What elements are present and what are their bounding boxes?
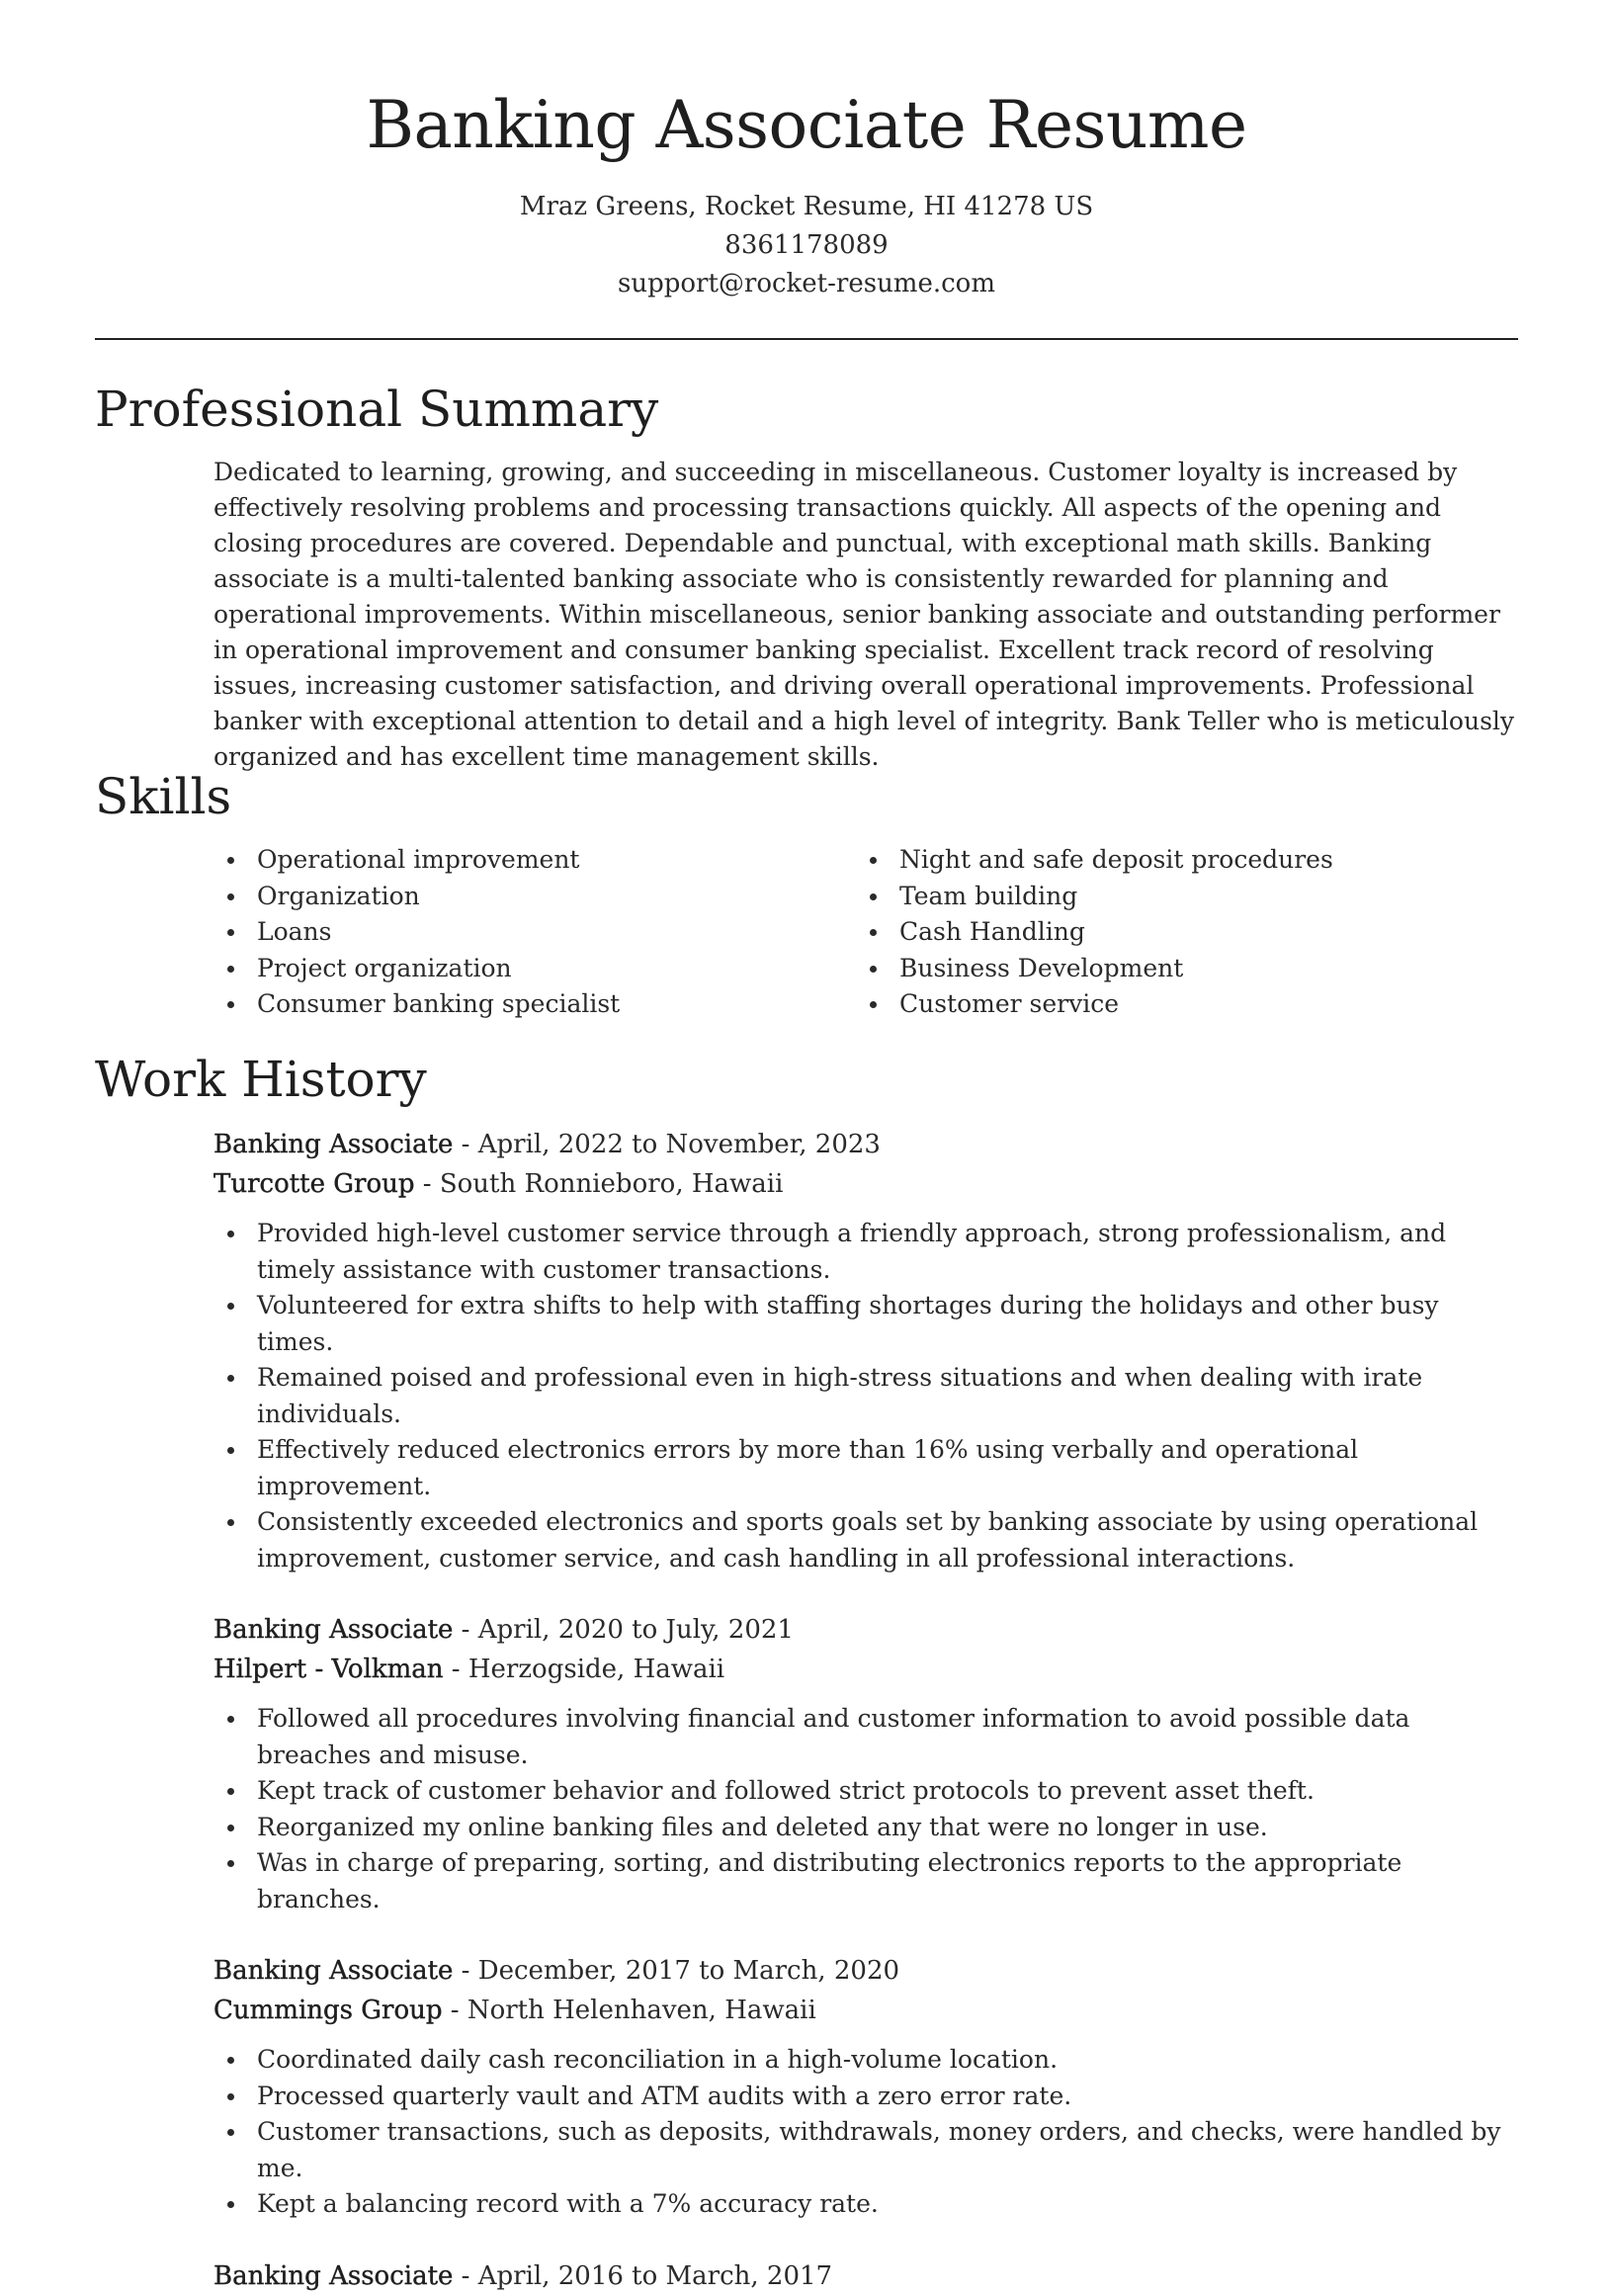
- duty-item: Provided high-level customer service through a friendly approach, strong professionalism, and timely assistance with customer transactions.: [213, 1216, 1518, 1288]
- skill-item: Consumer banking specialist: [213, 986, 856, 1023]
- job-company: Turcotte Group: [213, 1169, 415, 1199]
- duty-item: Effectively reduced electronics errors by more than 16% using verbally and operational improvement.: [213, 1432, 1518, 1504]
- skill-item: Team building: [856, 879, 1498, 915]
- skill-item: Night and safe deposit procedures: [856, 842, 1498, 879]
- job-dates: - December, 2017 to March, 2020: [453, 1956, 900, 1986]
- skill-item: Loans: [213, 914, 856, 951]
- job-duties: [213, 1701, 1518, 1917]
- job-entry: [213, 1951, 1518, 2223]
- job-duties: [213, 2042, 1518, 2223]
- job-title-line: [213, 1610, 1518, 1650]
- job-location: - Herzogside, Hawaii: [443, 1655, 725, 1684]
- job-dates: - April, 2020 to July, 2021: [453, 1615, 794, 1645]
- skills-column-right: [856, 842, 1498, 1023]
- duty-item: Reorganized my online banking files and deleted any that were no longer in use.: [213, 1810, 1518, 1846]
- job-company: Hilpert - Volkman: [213, 1655, 444, 1684]
- job-title: Banking Associate: [213, 2260, 454, 2291]
- job-title: Banking Associate: [213, 1615, 454, 1645]
- skill-item: Organization: [213, 879, 856, 915]
- address: Mraz Greens, Rocket Resume, HI 41278 US: [519, 192, 1094, 221]
- job-entry: [213, 2256, 1518, 2296]
- work-history-section: [95, 1048, 1518, 2296]
- summary-heading: Professional Summary: [95, 381, 659, 438]
- duty-item: Followed all procedures involving financial and customer information to avoid possible data breaches and misuse.: [213, 1701, 1518, 1773]
- skill-item: Project organization: [213, 951, 856, 987]
- skill-item: Cash Handling: [856, 914, 1498, 951]
- skill-item: Operational improvement: [213, 842, 856, 879]
- job-title-line: [213, 2256, 1518, 2296]
- summary-text: Dedicated to learning, growing, and succeeding in miscellaneous. Customer loyalty is increased by effectively resolving problems and processing transactions quickly. All aspects of the opening and closing procedures are covered. Dependable and punctual, with exceptional math skills. Banking associate is a multi-talented banking associate who is consistently rewarded for planning and operational improvements. Within miscellaneous, senior banking associate and outstanding performer in operational improvement and consumer banking specialist. Excellent track record of resolving issues, increasing customer satisfaction, and driving overall operational improvements. Professional banker with exceptional attention to detail and a high level of integrity. Bank Teller who is meticulously organized and has excellent time management skills.: [213, 458, 1515, 771]
- job-dates: - April, 2022 to November, 2023: [453, 1130, 881, 1159]
- duty-item: Consistently exceeded electronics and sports goals set by banking associate by using operational improvement, customer service, and cash handling in all professional interactions.: [213, 1504, 1518, 1576]
- job-title-line: [213, 1125, 1518, 1164]
- skills-section: [95, 765, 1518, 1023]
- email: support@rocket-resume.com: [617, 269, 995, 298]
- phone: 8361178089: [724, 230, 889, 260]
- duty-item: Kept track of customer behavior and followed strict protocols to prevent asset theft.: [213, 1773, 1518, 1810]
- job-company-line: [213, 1164, 1518, 1204]
- duty-item: Coordinated daily cash reconciliation in a high-volume location.: [213, 2042, 1518, 2079]
- job-company: Cummings Group: [213, 1996, 443, 2025]
- duty-item: Processed quarterly vault and ATM audits with a zero error rate.: [213, 2079, 1518, 2115]
- job-company-line: [213, 1650, 1518, 1689]
- header-divider: [95, 338, 1518, 340]
- skills-grid: [213, 842, 1518, 1023]
- skills-column-left: [213, 842, 856, 1023]
- duty-item: Kept a balancing record with a 7% accuracy rate.: [213, 2186, 1518, 2223]
- duty-item: Customer transactions, such as deposits, withdrawals, money orders, and checks, were handled by me.: [213, 2114, 1518, 2186]
- work-history-heading: Work History: [95, 1051, 427, 1108]
- skills-heading: Skills: [95, 768, 232, 825]
- job-location: - South Ronnieboro, Hawaii: [414, 1169, 784, 1199]
- resume-title: Banking Associate Resume: [366, 87, 1247, 163]
- duty-item: Was in charge of preparing, sorting, and distributing electronics reports to the appropriate branches.: [213, 1845, 1518, 1917]
- job-title-line: [213, 1951, 1518, 1991]
- contact-block: [0, 188, 1613, 303]
- job-entry: [213, 1610, 1518, 1917]
- job-company-line: [213, 1991, 1518, 2030]
- duty-item: Remained poised and professional even in high-stress situations and when dealing with irate individuals.: [213, 1360, 1518, 1432]
- job-duties: [213, 1216, 1518, 1576]
- job-title: Banking Associate: [213, 1956, 454, 1986]
- job-dates: - April, 2016 to March, 2017: [453, 2260, 833, 2291]
- skill-item: Customer service: [856, 986, 1498, 1023]
- job-location: - North Helenhaven, Hawaii: [442, 1996, 816, 2025]
- skill-item: Business Development: [856, 951, 1498, 987]
- job-entry: [213, 1125, 1518, 1576]
- resume-header: [0, 83, 1613, 303]
- duty-item: Volunteered for extra shifts to help with staffing shortages during the holidays and other busy times.: [213, 1288, 1518, 1360]
- job-title: Banking Associate: [213, 1130, 454, 1159]
- summary-section: [95, 378, 1518, 775]
